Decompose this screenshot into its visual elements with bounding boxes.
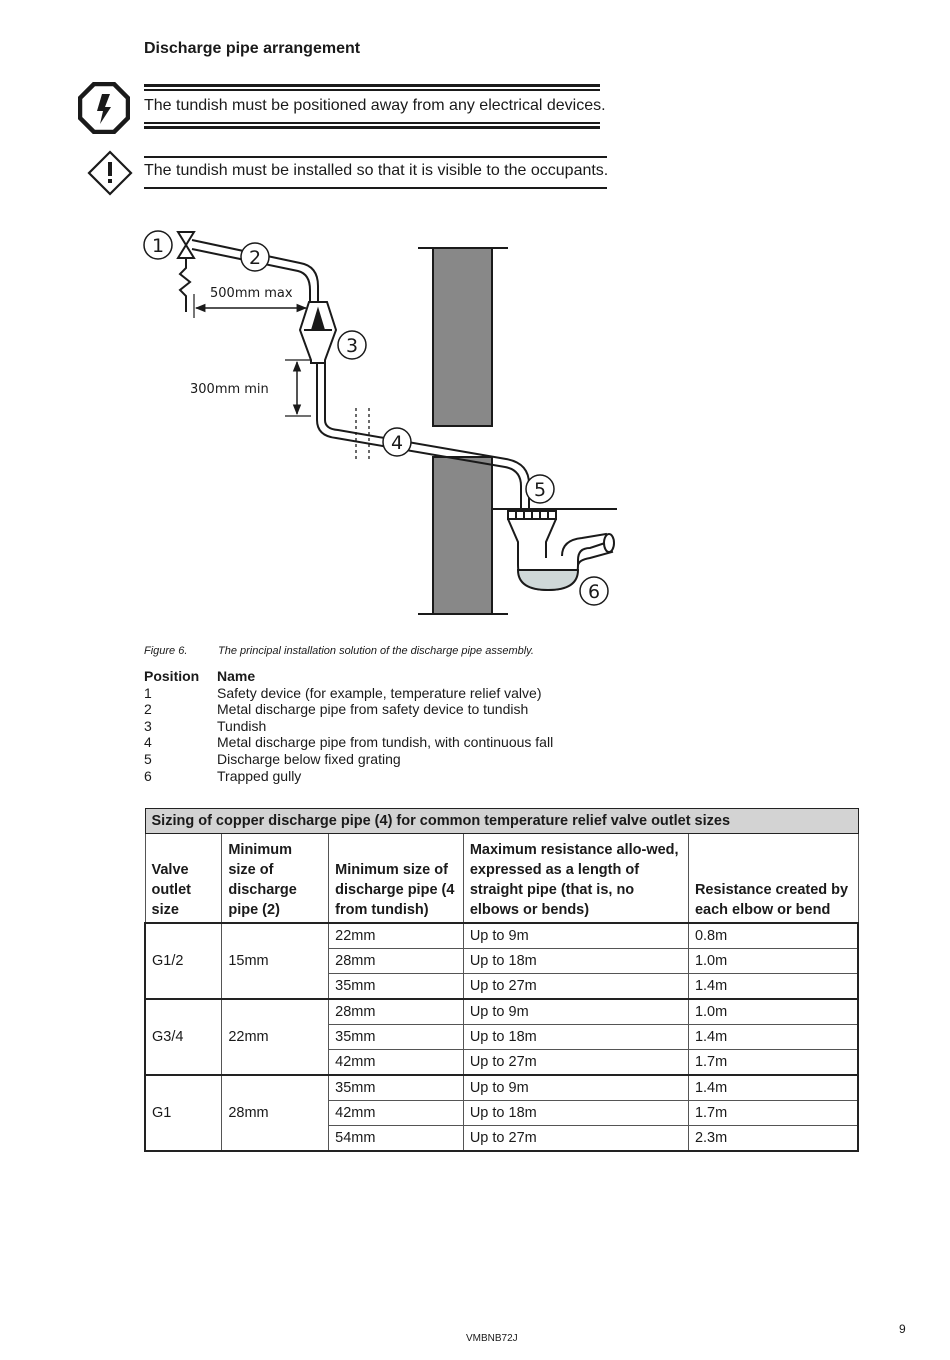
min-pipe4-cell: 35mm [329,1025,464,1050]
legend-item [144,718,553,735]
legend-item [144,734,553,751]
min-pipe4-cell: 35mm [329,974,464,1000]
legend-pos: 4 [144,734,152,751]
max-resistance-cell: Up to 9m [463,923,688,949]
dimension-500-label: 500mm max [210,286,293,301]
max-resistance-cell: Up to 18m [463,1101,688,1126]
table-title-row [145,809,858,834]
column-header: Valve outlet size [145,834,222,924]
section-heading: Discharge pipe arrangement [144,40,361,57]
min-pipe4-cell: 54mm [329,1126,464,1152]
legend-name: Discharge below fixed grating [217,750,401,767]
discharge-pipe-4 [317,363,529,514]
min-pipe4-cell: 42mm [329,1050,464,1076]
wall-upper [433,248,492,426]
max-resistance-cell: Up to 27m [463,1126,688,1152]
warning-text: The tundish must be positioned away from any electrical devices. [144,97,606,114]
figure-caption: The principal installation solution of the discharge pipe assembly. [218,645,534,657]
figure-number: Figure 6. [144,645,188,657]
legend-item [144,701,553,718]
callout-5: 5 [533,479,547,501]
table-header-row [145,834,858,924]
elbow-resistance-cell: 1.4m [688,974,858,1000]
elbow-resistance-cell: 1.0m [688,999,858,1025]
table-group [145,1075,858,1151]
legend-name: Metal discharge pipe from tundish, with continuous fall [217,734,554,751]
table-title: Sizing of copper discharge pipe (4) for common temperature relief valve outlet sizes [145,809,858,834]
table-row [145,999,858,1025]
max-resistance-cell: Up to 18m [463,949,688,974]
legend-header-name: Name [217,668,256,684]
valve-outlet-cell: G1 [145,1075,222,1151]
min-pipe2-cell: 28mm [222,1075,329,1151]
max-resistance-cell: Up to 9m [463,999,688,1025]
min-pipe4-cell: 28mm [329,949,464,974]
legend-name: Safety device (for example, temperature relief valve) [217,684,542,701]
max-resistance-cell: Up to 27m [463,1050,688,1076]
callout-6: 6 [587,581,601,603]
position-legend [144,668,553,784]
elbow-resistance-cell: 1.0m [688,949,858,974]
legend-pos: 3 [144,717,152,734]
callout-2: 2 [248,247,262,269]
valve-outlet-cell: G1/2 [145,923,222,999]
min-pipe2-cell: 22mm [222,999,329,1075]
page-number: 9 [899,1322,906,1336]
tundish-icon [300,302,336,363]
column-header: Resistance created by each elbow or bend [688,834,858,924]
min-pipe4-cell: 42mm [329,1101,464,1126]
elbow-resistance-cell: 2.3m [688,1126,858,1152]
table-group [145,923,858,999]
valve-outlet-cell: G3/4 [145,999,222,1075]
legend-pos: 1 [144,684,152,701]
legend-name: Metal discharge pipe from safety device to tundish [217,701,529,718]
legend-item [144,685,553,702]
callout-3: 3 [345,335,359,357]
legend-pos: 5 [144,750,152,767]
warning-text: The tundish must be installed so that it is visible to the occupants. [144,162,609,179]
document-code: VMBNB72J [466,1333,518,1344]
column-header: Maximum resistance allo-wed, expressed as a length of straight pipe (that is, no elbows or bends) [463,834,688,924]
callout-1: 1 [151,235,165,257]
legend-pos: 6 [144,767,152,784]
max-resistance-cell: Up to 27m [463,974,688,1000]
max-resistance-cell: Up to 9m [463,1075,688,1101]
table-row [145,1075,858,1101]
wall-lower [433,457,492,614]
elbow-resistance-cell: 1.4m [688,1025,858,1050]
min-pipe2-cell: 15mm [222,923,329,999]
legend-item [144,751,553,768]
pipe-sizing-table [144,808,859,1152]
min-pipe4-cell: 35mm [329,1075,464,1101]
column-header: Minimum size of discharge pipe (2) [222,834,329,924]
legend-header [144,668,553,685]
table-row [145,923,858,949]
elbow-resistance-cell: 1.7m [688,1050,858,1076]
legend-name: Trapped gully [217,767,302,784]
legend-header-position: Position [144,668,200,684]
dimension-300-label: 300mm min [190,382,269,397]
legend-pos: 2 [144,701,152,718]
elbow-resistance-cell: 1.7m [688,1101,858,1126]
legend-name: Tundish [217,717,267,734]
elbow-resistance-cell: 0.8m [688,923,858,949]
max-resistance-cell: Up to 18m [463,1025,688,1050]
min-pipe4-cell: 22mm [329,923,464,949]
column-header: Minimum size of discharge pipe (4 from tundish) [329,834,464,924]
fixed-grating [508,511,556,519]
callout-4: 4 [390,432,404,454]
table-group [145,999,858,1075]
safety-valve-icon [178,232,194,312]
discharge-pipe-diagram [0,0,950,640]
elbow-resistance-cell: 1.4m [688,1075,858,1101]
min-pipe4-cell: 28mm [329,999,464,1025]
legend-item [144,768,553,785]
